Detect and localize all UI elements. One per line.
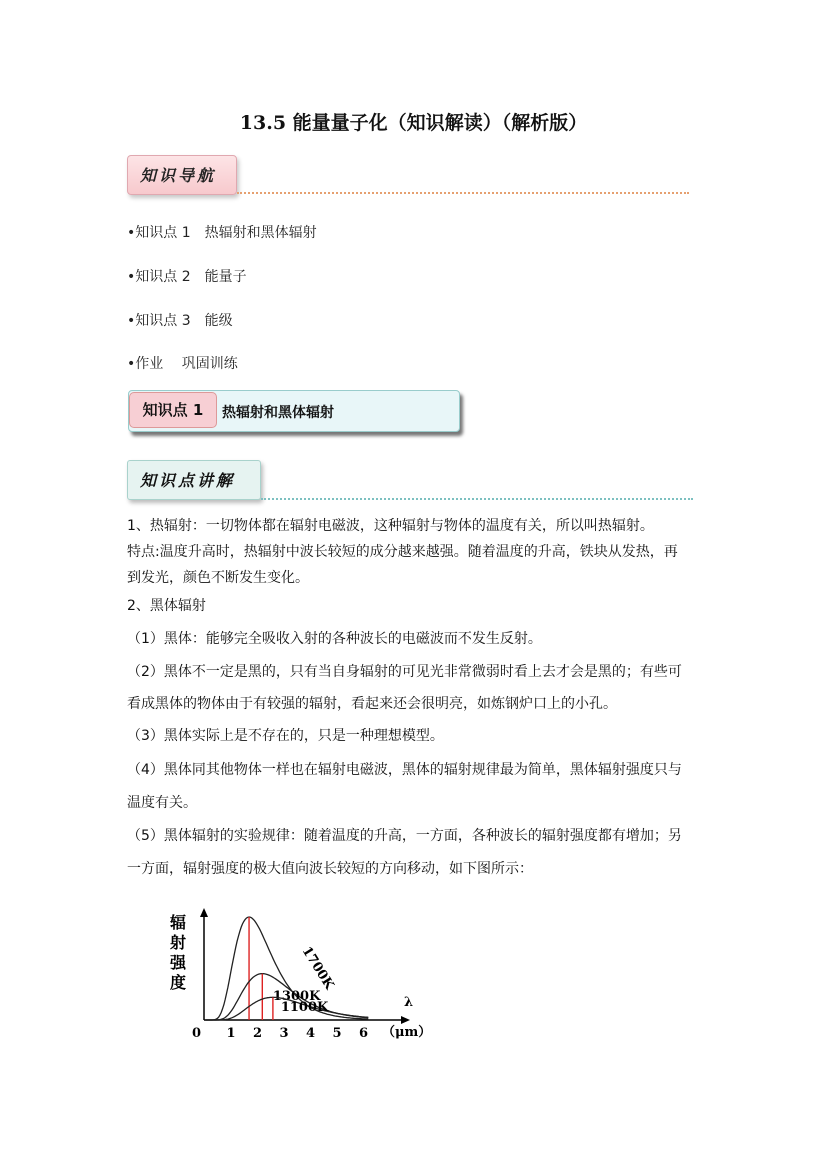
y-label-char: 辐 bbox=[170, 913, 187, 932]
knowledge-point-tag: 知识点 1 bbox=[129, 392, 217, 428]
x-axis-arrow bbox=[401, 1016, 410, 1024]
paragraph-9: （4）黑体同其他物体一样也在辐射电磁波，黑体的辐射规律最为简单，黑体辐射强度只与 bbox=[127, 762, 682, 778]
x-tick-label: 6 bbox=[359, 1026, 369, 1041]
curve-label-1100K: 1100K bbox=[280, 1000, 329, 1015]
x-tick-label: 2 bbox=[253, 1026, 263, 1041]
nav-item-1: •知识点 1 热辐射和黑体辐射 bbox=[127, 225, 317, 241]
paragraph-5: （1）黑体：能够完全吸收入射的各种波长的电磁波而不发生反射。 bbox=[127, 631, 542, 647]
x-tick-label: 5 bbox=[332, 1026, 342, 1041]
x-tick-label: 1 bbox=[226, 1026, 236, 1041]
nav-item-2: •知识点 2 能量子 bbox=[127, 269, 247, 285]
x-tick-label: 4 bbox=[306, 1026, 316, 1041]
curve-label-1700K: 1700K bbox=[298, 944, 337, 993]
nav-divider bbox=[237, 192, 689, 194]
explain-banner: 知识点讲解 bbox=[127, 460, 261, 500]
paragraph-8: （3）黑体实际上是不存在的，只是一种理想模型。 bbox=[127, 728, 444, 744]
knowledge-point-title: 热辐射和黑体辐射 bbox=[222, 405, 334, 421]
x-axis-lambda: λ bbox=[404, 995, 414, 1010]
paragraph-7: 看成黑体的物体由于有较强的辐射，看起来还会很明亮，如炼钢炉口上的小孔。 bbox=[127, 696, 617, 712]
paragraph-12: 一方面，辐射强度的极大值向波长较短的方向移动，如下图所示： bbox=[127, 861, 533, 877]
paragraph-4: 2、黑体辐射 bbox=[127, 598, 206, 614]
x-ticks bbox=[192, 1026, 368, 1041]
x-tick-label: 0 bbox=[192, 1026, 202, 1041]
y-axis-label bbox=[169, 913, 187, 992]
curves bbox=[205, 917, 368, 1020]
paragraph-3: 到发光，颜色不断发生变化。 bbox=[127, 570, 309, 586]
x-tick-label: 3 bbox=[279, 1026, 289, 1041]
nav-item-homework: •作业 巩固训练 bbox=[127, 356, 238, 372]
paragraph-6: （2）黑体不一定是黑的，只有当自身辐射的可见光非常微弱时看上去才会是黑的；有些可 bbox=[127, 664, 682, 680]
explain-divider bbox=[261, 498, 693, 500]
paragraph-2: 特点:温度升高时，热辐射中波长较短的成分越来越强。随着温度的升高，铁块从发热，再 bbox=[127, 544, 678, 560]
y-label-char: 强 bbox=[170, 953, 187, 972]
y-label-char: 度 bbox=[170, 973, 187, 992]
blackbody-chart bbox=[160, 900, 450, 1050]
paragraph-11: （5）黑体辐射的实验规律：随着温度的升高，一方面，各种波长的辐射强度都有增加；另 bbox=[127, 828, 682, 844]
paragraph-1: 1、热辐射：一切物体都在辐射电磁波，这种辐射与物体的温度有关，所以叫热辐射。 bbox=[127, 518, 654, 534]
page-title: 13.5 能量量子化（知识解读）（解析版） bbox=[239, 112, 588, 134]
paragraph-10: 温度有关。 bbox=[127, 795, 197, 811]
knowledge-nav-banner: 知识导航 bbox=[127, 155, 237, 195]
nav-item-3: •知识点 3 能级 bbox=[127, 313, 233, 329]
y-label-char: 射 bbox=[170, 933, 187, 952]
curve-label-1300K: 1300K bbox=[272, 989, 321, 1004]
x-axis-unit: （μm） bbox=[382, 1025, 432, 1040]
y-axis-arrow bbox=[200, 908, 208, 917]
